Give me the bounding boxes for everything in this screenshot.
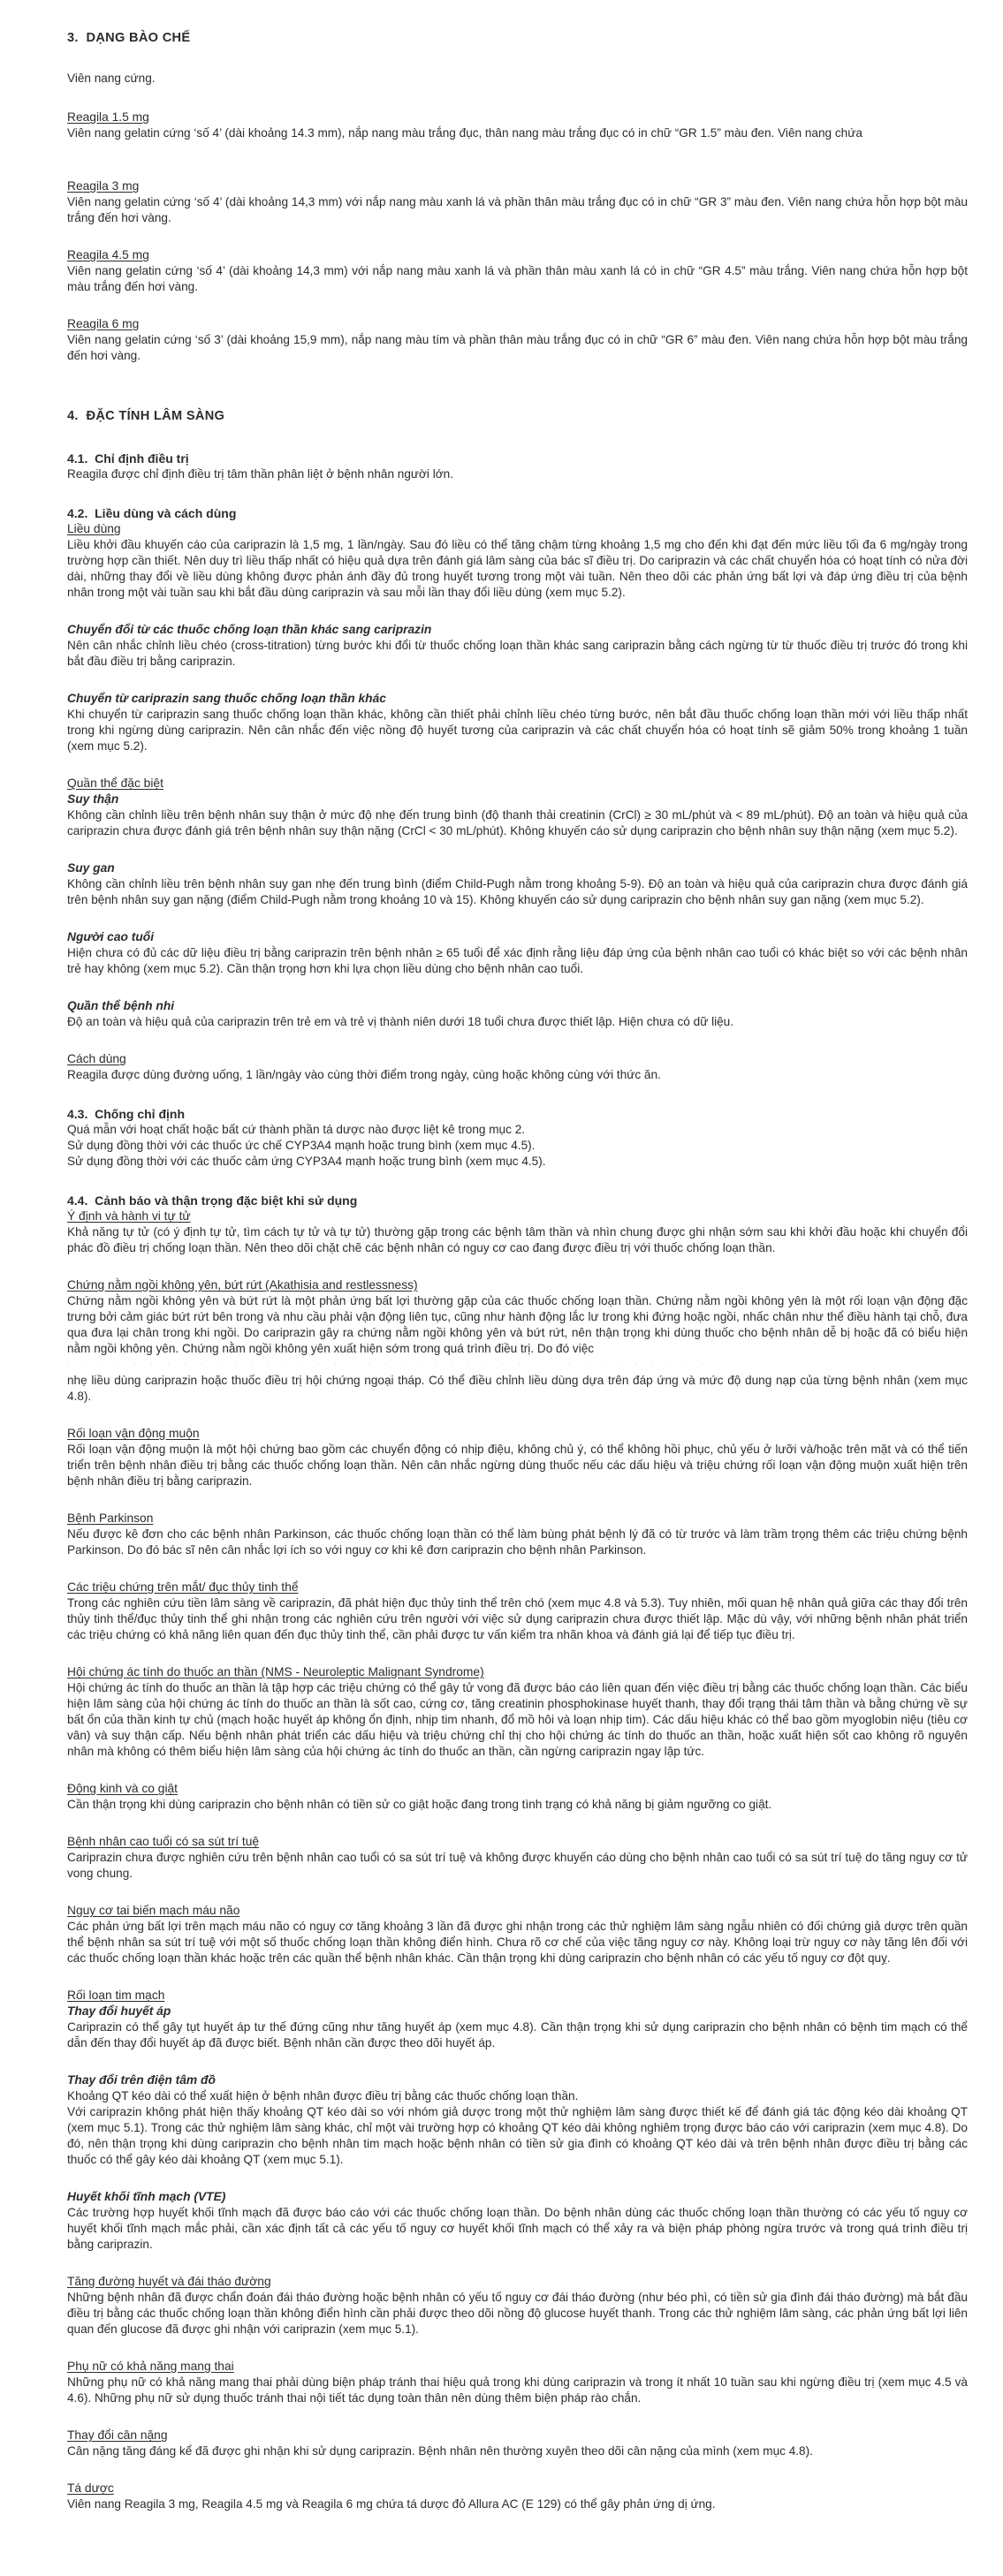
italic-heading: Huyết khối tĩnh mạch (VTE)	[67, 2190, 226, 2203]
paragraph: Reagila được dùng đường uống, 1 lần/ngày vào cùng thời điểm trong ngày, cùng hoặc không cùng với thức ăn.	[67, 1068, 661, 1081]
faded-scan-line: · · · · · · · · · · · · · · · · · · · · · · · · · · · · · · · · · · · · · · ·	[67, 1360, 710, 1368]
paragraph: Cariprazin có thể gây tụt huyết áp tư thế đứng cũng như tăng huyết áp (xem mục 4.8). Cần thận trọng khi sử dụng cariprazin cho bệnh nhân có bệnh tim mạch có thể dẫn đến thay đổi huyết áp đã được biết. Bệnh nhân cần được theo dõi huyết áp.	[67, 2020, 971, 2049]
subsection-heading: 4.1. Chỉ định điều trị	[67, 451, 189, 466]
italic-heading: Người cao tuổi	[67, 930, 155, 943]
paragraph: Với cariprazin không phát hiện thấy khoảng QT kéo dài so với nhóm giả dược trong một thử nghiệm lâm sàng được thiết kế để đánh giá tác động kéo dài khoảng QT (xem mục 5.1). Trong các thử nghiệm lâm sàng khác, chỉ một vài trường hợp có khoảng QT kéo dài không nghiêm trọng được báo cáo với cariprazin (xem mục 4.8). Do đó, nên thận trọng khi dùng cariprazin cho bệnh nhân tim mạch hoặc bệnh nhân có tiền sử gia đình có khoảng QT kéo dài và trên bệnh nhân được điều trị bằng các thuốc có thể gây kéo dài khoảng QT (xem mục 5.1).	[67, 2105, 971, 2166]
underlined-heading: Reagila 6 mg	[67, 317, 140, 330]
underlined-heading: Cách dùng	[67, 1052, 126, 1065]
paragraph: Sử dụng đồng thời với các thuốc cảm ứng CYP3A4 mạnh hoặc trung bình (xem mục 4.5).	[67, 1155, 546, 1168]
paragraph: Viên nang cứng.	[67, 72, 156, 85]
paragraph: Viên nang gelatin cứng ‘số 4’ (dài khoảng 14.3 mm), nắp nang màu trắng đục, thân nang màu trắng đục có in chữ “GR 1.5” màu đen. Viên nang chứa	[67, 126, 862, 140]
underlined-heading: Các triệu chứng trên mắt/ đục thủy tinh thể	[67, 1580, 299, 1594]
italic-heading: Thay đổi trên điện tâm đồ	[67, 2073, 216, 2087]
underlined-heading: Chứng nằm ngồi không yên, bứt rứt (Akathisia and restlessness)	[67, 1278, 418, 1292]
underlined-heading: Reagila 1.5 mg	[67, 110, 149, 124]
underlined-heading: Rối loạn vận động muộn	[67, 1427, 200, 1440]
underlined-heading: Hội chứng ác tính do thuốc an thần (NMS - Neuroleptic Malignant Syndrome)	[67, 1665, 484, 1678]
italic-heading: Chuyển từ cariprazin sang thuốc chống loạn thần khác	[67, 692, 386, 705]
paragraph: Viên nang gelatin cứng ‘số 4’ (dài khoảng 14,3 mm) với nắp nang màu xanh lá và phần thân màu xanh lá có in chữ “GR 4.5” màu trắng. Viên nang chứa hỗn hợp bột màu trắng đến hơi vàng.	[67, 264, 971, 293]
paragraph: Những phụ nữ có khả năng mang thai phải dùng biện pháp tránh thai hiệu quả trong khi dùng cariprazin và trong ít nhất 10 tuần sau khi ngừng điều trị (xem mục 4.5 và 4.6). Những phụ nữ sử dụng thuốc tránh thai nội tiết tác dụng toàn thân nên dùng thêm biện pháp rào chắn.	[67, 2375, 971, 2405]
paragraph: Trong các nghiên cứu tiền lâm sàng về cariprazin, đã phát hiện đục thủy tinh thể trên chó (xem mục 4.8 và 5.3). Tuy nhiên, mối quan hệ nhân quả giữa các thay đổi trên thủy tinh thể/đục thủy tinh thể ghi nhận trong các nghiên cứu trên người với việc sử dụng cariprazin chưa được thiết lập. Mặc dù vậy, với những bệnh nhân phát triển các triệu chứng có khả năng liên quan đến đục thủy tinh thể, cần phải được tư vấn kiểm tra nhãn khoa và đánh giá lại để tiếp tục điều trị.	[67, 1596, 971, 1641]
paragraph: Nếu được kê đơn cho các bệnh nhân Parkinson, các thuốc chống loạn thần có thể làm bùng phát bệnh lý đã có từ trước và làm trầm trọng thêm các triệu chứng bệnh Parkinson. Do đó bác sĩ nên cân nhắc lợi ích so với nguy cơ khi kê đơn cariprazin cho bệnh nhân Parkinson.	[67, 1527, 971, 1557]
paragraph: Khả năng tự tử (có ý định tự tử, tìm cách tự tử và tự tử) thường gặp trong các bệnh tâm thần và nhìn chung được ghi nhận sớm sau khi khởi đầu hoặc khi chuyển đổi phác đồ điều trị chống loạn thần. Nên theo dõi chặt chẽ các bệnh nhân có nguy cơ cao đang được điều trị với thuốc chống loạn thần.	[67, 1225, 971, 1254]
section-heading: 3. DẠNG BÀO CHẾ	[67, 31, 191, 45]
underlined-heading: Quần thể đặc biệt	[67, 777, 163, 790]
subsection-heading: 4.2. Liều dùng và cách dùng	[67, 506, 237, 520]
underlined-heading: Reagila 4.5 mg	[67, 248, 149, 261]
paragraph: Khoảng QT kéo dài có thể xuất hiện ở bệnh nhân được điều trị bằng các thuốc chống loạn thần.	[67, 2089, 579, 2102]
underlined-heading: Tá dược	[67, 2481, 114, 2495]
italic-heading: Thay đổi huyết áp	[67, 2004, 171, 2018]
underlined-heading: Động kinh và co giật	[67, 1782, 179, 1795]
paragraph: Rối loạn vận động muộn là một hội chứng bao gồm các chuyển động có nhịp điệu, không chủ ý, có thể không hồi phục, chủ yếu ở lưỡi và/hoặc trên mặt và có thể tiến triển trên bệnh nhân điều trị bằng các thuốc chống loạn thần. Nên cân nhắc ngừng dùng thuốc nếu các dấu hiệu và triệu chứng rối loạn vận động muộn xuất hiện trên bệnh nhân điều trị bằng cariprazin.	[67, 1443, 971, 1488]
italic-heading: Quần thể bệnh nhi	[67, 999, 175, 1012]
underlined-heading: Bệnh nhân cao tuổi có sa sút trí tuệ	[67, 1835, 260, 1848]
paragraph: nhẹ liều dùng cariprazin hoặc thuốc điều trị hội chứng ngoại tháp. Có thể điều chỉnh liều dùng dựa trên đáp ứng và mức độ dung nạp của từng bệnh nhân (xem mục 4.8).	[67, 1374, 971, 1403]
underlined-heading: Liều dùng	[67, 522, 121, 535]
section-heading: 4. ĐẶC TÍNH LÂM SÀNG	[67, 409, 225, 423]
paragraph: Cần thận trọng khi dùng cariprazin cho bệnh nhân có tiền sử co giật hoặc đang trong tình trạng có khả năng bị giảm ngưỡng co giật.	[67, 1798, 772, 1811]
paragraph: Không cần chỉnh liều trên bệnh nhân suy thận ở mức độ nhẹ đến trung bình (độ thanh thải creatinin (CrCl) ≥ 30 mL/phút và < 89 mL/phút). Độ an toàn và hiệu quả của cariprazin chưa được đánh giá trên bệnh nhân suy thận nặng (CrCl < 30 mL/phút). Không khuyến cáo sử dụng cariprazin cho bệnh nhân suy thận nặng (xem mục 5.2).	[67, 808, 971, 837]
underlined-heading: Thay đổi cân nặng	[67, 2428, 168, 2442]
paragraph: Những bệnh nhân đã được chẩn đoán đái tháo đường hoặc bệnh nhân có yếu tố nguy cơ đái tháo đường (như béo phì, có tiền sử gia đình đái tháo đường) mà bắt đầu điều trị bằng các thuốc chống loạn thần không điển hình cần phải được theo dõi nồng độ glucose huyết thanh. Trong các thử nghiệm lâm sàng, các phản ứng bất lợi liên quan đến glucose đã được ghi nhận với cariprazin (xem mục 5.1).	[67, 2291, 971, 2336]
paragraph: Viên nang gelatin cứng ‘số 3’ (dài khoảng 15,9 mm), nắp nang màu tím và phần thân màu trắng đục có in chữ “GR 6” màu đen. Viên nang chứa hỗn hợp bột màu trắng đến hơi vàng.	[67, 333, 971, 362]
paragraph: Không cần chỉnh liều trên bệnh nhân suy gan nhẹ đến trung bình (điểm Child-Pugh nằm trong khoảng 5-9). Độ an toàn và hiệu quả của cariprazin chưa được đánh giá trên bệnh nhân suy gan nặng (điểm Child-Pugh nằm trong khoảng 10 và 15). Không khuyến cáo sử dụng cariprazin cho bệnh nhân suy gan nặng (xem mục 5.2).	[67, 877, 971, 906]
paragraph: Nên cân nhắc chỉnh liều chéo (cross-titration) từng bước khi đổi từ thuốc chống loạn thần khác sang cariprazin bằng cách ngừng từ từ thuốc điều trị trước đó trong khi bắt đầu điều trị bằng cariprazin.	[67, 639, 971, 668]
paragraph: Sử dụng đồng thời với các thuốc ức chế CYP3A4 mạnh hoặc trung bình (xem mục 4.5).	[67, 1139, 536, 1152]
paragraph: Cariprazin chưa được nghiên cứu trên bệnh nhân cao tuổi có sa sút trí tuệ và không được khuyến cáo dùng cho bệnh nhân cao tuổi có sa sút trí tuệ do tăng nguy cơ tử vong chung.	[67, 1851, 971, 1880]
paragraph: Hiện chưa có đủ các dữ liệu điều trị bằng cariprazin trên bệnh nhân ≥ 65 tuổi để xác định rằng liệu đáp ứng của bệnh nhân cao tuổi có khác biệt so với các bệnh nhân trẻ hay không (xem mục 5.2). Cần thận trọng hơn khi lựa chọn liều dùng cho bệnh nhân cao tuổi.	[67, 946, 971, 975]
underlined-heading: Nguy cơ tai biến mạch máu não	[67, 1904, 240, 1917]
paragraph: Các phản ứng bất lợi trên mạch máu não có nguy cơ tăng khoảng 3 lần đã được ghi nhận trong các thử nghiệm lâm sàng ngẫu nhiên có đối chứng giả dược trên quần thể bệnh nhân sa sút trí tuệ với một số thuốc chống loạn thần không điển hình. Chưa rõ cơ chế của việc tăng nguy cơ này. Không loại trừ nguy cơ này tăng lên đối với các thuốc chống loạn thần khác hoặc trên các quần thể bệnh nhân khác. Cần thận trọng khi dùng cariprazin cho bệnh nhân có các yếu tố nguy cơ đột quỵ.	[67, 1920, 971, 1965]
underlined-heading: Bệnh Parkinson	[67, 1512, 154, 1525]
paragraph: Độ an toàn và hiệu quả của cariprazin trên trẻ em và trẻ vị thành niên dưới 18 tuổi chưa được thiết lập. Hiện chưa có dữ liệu.	[67, 1015, 734, 1028]
italic-heading: Suy gan	[67, 861, 115, 875]
paragraph: Các trường hợp huyết khối tĩnh mạch đã được báo cáo với các thuốc chống loạn thần. Do bệnh nhân dùng các thuốc chống loạn thần thường có các yếu tố nguy cơ huyết khối tĩnh mạch mắc phải, cần xác định tất cả các yếu tố nguy cơ huyết khối tĩnh mạch có thể xảy ra và biện pháp phòng ngừa trước và trong quá trình điều trị bằng cariprazin.	[67, 2206, 971, 2251]
paragraph: Viên nang gelatin cứng ‘số 4’ (dài khoảng 14,3 mm) với nắp nang màu xanh lá và phần thân màu trắng đục có in chữ “GR 3” màu đen. Viên nang chứa hỗn hợp bột màu trắng đến hơi vàng.	[67, 195, 971, 224]
underlined-heading: Phụ nữ có khả năng mang thai	[67, 2360, 234, 2373]
underlined-heading: Ý định và hành vi tự tử	[67, 1209, 191, 1223]
paragraph: Viên nang Reagila 3 mg, Reagila 4.5 mg và Reagila 6 mg chứa tá dược đỏ Allura AC (E 129) có thể gây phản ứng dị ứng.	[67, 2497, 716, 2511]
underlined-heading: Rối loạn tim mạch	[67, 1989, 165, 2002]
italic-heading: Suy thận	[67, 792, 119, 806]
paragraph: Quá mẫn với hoạt chất hoặc bất cứ thành phần tá dược nào được liệt kê trong mục 2.	[67, 1123, 526, 1136]
italic-heading: Chuyển đổi từ các thuốc chống loạn thần khác sang cariprazin	[67, 623, 432, 636]
underlined-heading: Tăng đường huyết và đái tháo đường	[67, 2275, 271, 2288]
subsection-heading: 4.4. Cảnh báo và thận trọng đặc biệt khi sử dụng	[67, 1193, 358, 1208]
paragraph: Liều khởi đầu khuyến cáo của cariprazin là 1,5 mg, 1 lần/ngày. Sau đó liều có thể tăng chậm từng khoảng 1,5 mg cho đến khi đạt đến mức liều tối đa 6 mg/ngày trong trường hợp cần thiết. Nên duy trì liều thấp nhất có hiệu quả dựa trên đánh giá lâm sàng của bác sĩ điều trị. Do cariprazin và các chất chuyển hóa có hoạt tính có nửa đời dài, những thay đổi về liều dùng không được phản ánh đầy đủ trong huyết tương trong một vài tuần. Nên theo dõi các phản ứng bất lợi và đáp ứng điều trị của bệnh nhân trong một vài tuần sau khi bắt đầu dùng cariprazin và sau mỗi lần thay đổi liều dùng (xem mục 5.2).	[67, 538, 971, 599]
underlined-heading: Reagila 3 mg	[67, 179, 140, 193]
paragraph: Cân nặng tăng đáng kể đã được ghi nhận khi sử dụng cariprazin. Bệnh nhân nên thường xuyên theo dõi cân nặng của mình (xem mục 4.8).	[67, 2444, 813, 2458]
paragraph: Khi chuyển từ cariprazin sang thuốc chống loạn thần khác, không cần thiết phải chỉnh liều chéo từng bước, nên bắt đầu thuốc chống loạn thần mới với liều thấp nhất trong khi ngừng dùng cariprazin. Nên cân nhắc đến việc nồng độ huyết tương của cariprazin và các chất chuyển hóa có hoạt tính sẽ giảm 50% trong khoảng 1 tuần (xem mục 5.2).	[67, 708, 971, 753]
line-spacer	[67, 141, 968, 157]
paragraph: Chứng nằm ngồi không yên và bứt rứt là một phản ứng bất lợi thường gặp của các thuốc chống loạn thần. Chứng nằm ngồi không yên là một rối loạn vận động đặc trưng bởi cảm giác bứt rứt bên trong và nhu cầu phải vận động liên tục, cũng như hành động lắc lư trong khi đứng hoặc ngồi, nhấc chân như thể điều hành tại chỗ, đưa qua đưa lại chân trong khi ngồi. Do cariprazin gây ra chứng nằm ngồi không yên và bứt rứt, nên thận trọng khi dùng thuốc cho bệnh nhân dễ bị hoặc đã có biểu hiện nằm ngồi không yên. Chứng nằm ngồi không yên xuất hiện sớm trong quá trình điều trị. Do đó việc	[67, 1294, 971, 1355]
paragraph: Hội chứng ác tính do thuốc an thần là tập hợp các triệu chứng có thể gây tử vong đã được báo cáo liên quan đến việc điều trị bằng các thuốc chống loạn thần. Các biểu hiện lâm sàng của hội chứng ác tính do thuốc an thần là sốt cao, cứng cơ, tăng creatinin phosphokinase huyết thanh, thay đổi trạng thái tâm thần và bằng chứng về sự bất ổn của thần kinh tự chủ (mạch hoặc huyết áp không ổn định, nhịp tim nhanh, đổ mồ hôi và loạn nhịp tim). Các dấu hiệu khác có thể bao gồm myoglobin niệu (tiêu cơ vân) và suy thận cấp. Nếu bệnh nhân phát triển các dấu hiệu và triệu chứng chỉ thị cho hội chứng ác tính do thuốc an thần, hoặc xuất hiện sốt cao không rõ nguyên nhân mà không có thêm biểu hiện lâm sàng của hội chứng ác tính do thuốc an thần, cần ngừng cariprazin ngay lập tức.	[67, 1681, 971, 1758]
subsection-heading: 4.3. Chống chỉ định	[67, 1107, 185, 1121]
paragraph: Reagila được chỉ định điều trị tâm thần phân liệt ở bệnh nhân người lớn.	[67, 467, 454, 481]
